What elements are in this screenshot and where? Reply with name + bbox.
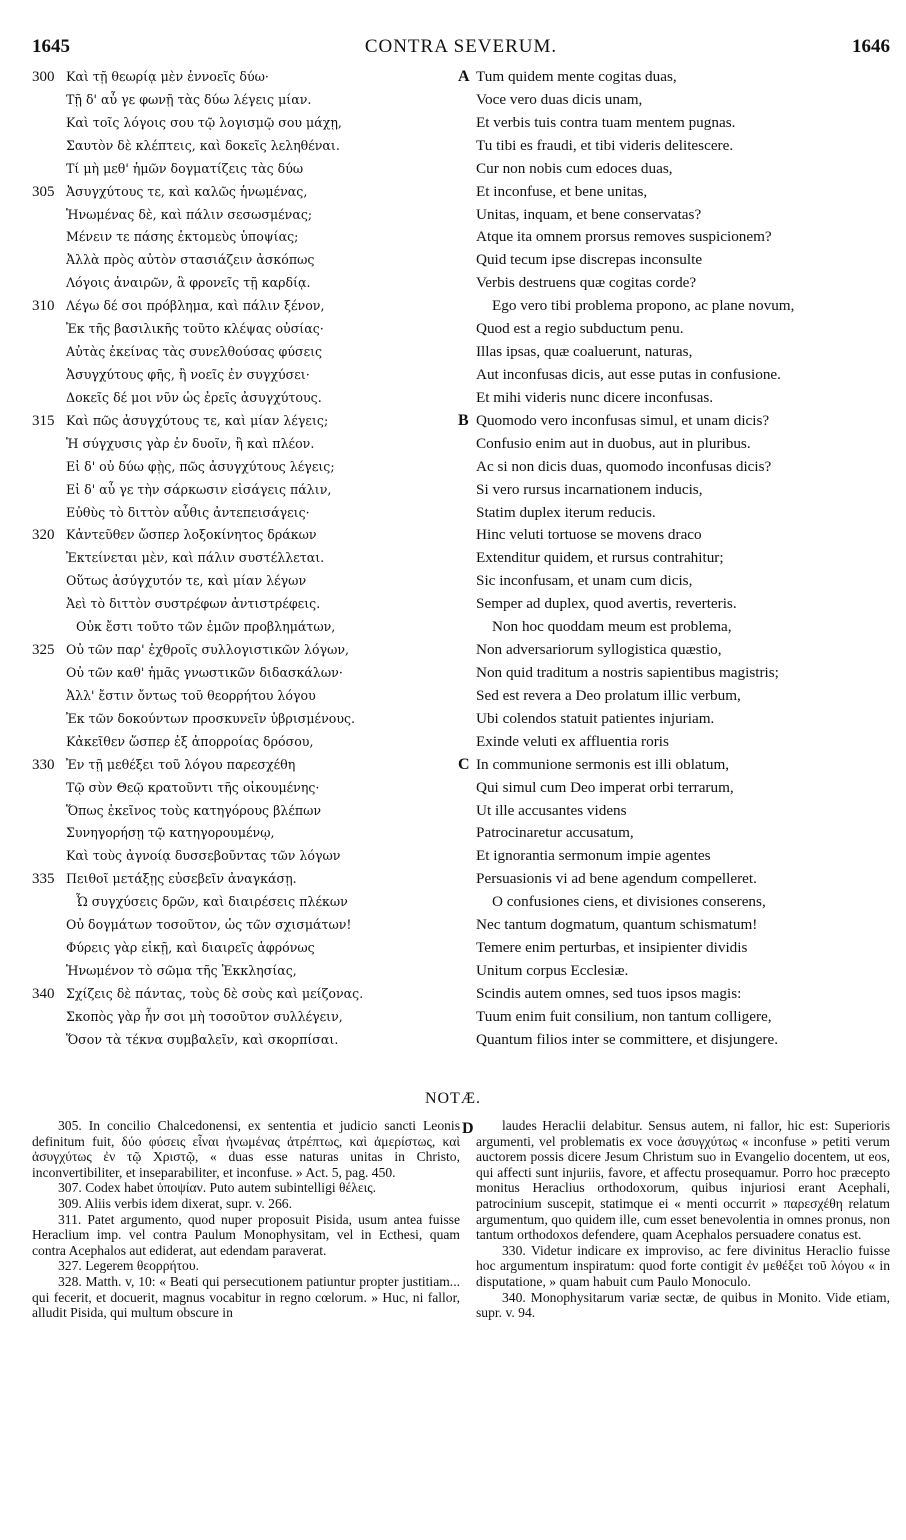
latin-verse-line: Tu tibi es fraudi, et tibi videris delitescere.	[476, 136, 734, 154]
greek-verse-line	[32, 135, 462, 158]
greek-verse-text: Δοκεῖς δέ μοι νῦν ὡς ἐρεῖς ἀσυγχύτους.	[66, 389, 322, 405]
greek-verse-text: Ἐκτείνεται μὲν, καὶ πάλιν συστέλλεται.	[66, 550, 325, 566]
latin-verse-line: Non hoc quoddam meum est problema,	[492, 618, 732, 636]
greek-verse-line	[32, 731, 462, 754]
greek-verse-line	[32, 754, 462, 777]
latin-verse-line: Non adversariorum syllogistica quæstio,	[476, 641, 722, 659]
greek-verse-text: Τῷ σὺν Θεῷ κρατοῦντι τῆς οἰκουμένης·	[66, 779, 320, 795]
greek-verse-line	[32, 1029, 462, 1052]
greek-verse-line	[32, 868, 462, 891]
note-paragraph: 328. Matth. v, 10: « Beati qui persecutionem patiuntur propter justitiam... qui fecerit, et docuerit, magnus vocabitur in regno cœlorum. » Huc, ni fallor, alludit Pisida, qui multum obscure in	[32, 1273, 460, 1321]
greek-verse-text: Σαυτὸν δὲ κλέπτεις, καὶ δοκεῖς λεληθέναι.	[66, 137, 340, 153]
greek-verse-text: Φύρεις γὰρ εἰκῇ, καὶ διαιρεῖς ἀφρόνως	[66, 940, 315, 956]
latin-verse-line: Persuasionis vi ad bene agendum compelleret.	[476, 870, 757, 888]
latin-verse-line: Voce vero duas dicis unam,	[476, 90, 643, 108]
latin-verse-line: Confusio enim aut in duobus, aut in pluribus.	[476, 434, 751, 452]
greek-verse-line	[32, 502, 462, 525]
greek-verse-line	[32, 456, 462, 479]
greek-verse-line	[32, 158, 462, 181]
note-paragraph: 311. Patet argumento, quod nuper proposuit Pisida, usum antea fuisse Heraclium imp. vel contra Paulum Monophysitam, vel in Ecthesi, quam contra Acephalos aut ediderat, aut edendam paraverat.	[32, 1211, 460, 1258]
greek-verse-text: Συνηγορήσῃ τῷ κατηγορουμένῳ,	[66, 825, 275, 841]
verse-number: 330	[32, 756, 55, 773]
greek-verse-text: Καὶ τῇ θεωρίᾳ μὲν ἐννοεῖς δύω·	[66, 69, 269, 84]
verse-number: 315	[32, 412, 55, 429]
greek-verse-text: Κἀντεῦθεν ὥσπερ λοξοκίνητος δράκων	[66, 527, 317, 543]
greek-verse-text: Εἰ δ' οὐ δύω φῂς, πῶς ἀσυγχύτους λέγεις;	[66, 458, 335, 474]
greek-verse-text: Λέγω δέ σοι πρόβλημα, καὶ πάλιν ξένον,	[66, 298, 325, 314]
left-page-number: 1645	[32, 36, 70, 57]
latin-verse-line: Quid tecum ipse discrepas inconsulte	[476, 251, 703, 269]
greek-verse-line	[32, 616, 462, 639]
greek-verse-line	[32, 1006, 462, 1029]
notes-heading: NOTÆ.	[424, 1090, 482, 1107]
note-paragraph: 309. Aliis verbis idem dixerat, supr. v. 266.	[58, 1195, 292, 1211]
greek-verse-line	[32, 662, 462, 685]
greek-verse-text: Ἀλλὰ πρὸς αὐτὸν στασιάζειν ἀσκόπως	[66, 252, 315, 268]
greek-verse-line	[32, 364, 462, 387]
latin-verse-line: Exinde veluti ex affluentia roris	[476, 732, 669, 750]
greek-verse-line	[32, 249, 462, 272]
latin-verse-line: Tum quidem mente cogitas duas,	[476, 68, 677, 85]
greek-verse-text: Ἀεὶ τὸ διττὸν συστρέφων ἀντιστρέφεις.	[66, 596, 321, 612]
latin-verse-line: Ut ille accusantes videns	[476, 801, 627, 819]
greek-verse-line	[32, 800, 462, 823]
greek-verse-line	[32, 983, 462, 1006]
running-title: CONTRA SEVERUM.	[364, 36, 558, 57]
greek-verse-text: Οὐ δογμάτων τοσοῦτον, ὡς τῶν σχισμάτων!	[66, 917, 352, 933]
note-paragraph: 307. Codex habet ὑποψίαν. Puto autem subintelligi θέλεις.	[58, 1180, 377, 1196]
greek-verse-text: Εὐθὺς τὸ διττὸν αὖθις ἀντεπεισάγεις·	[66, 504, 310, 520]
latin-verse-line: Ego vero tibi problema propono, ac plane novum,	[492, 297, 795, 315]
greek-verse-line	[32, 112, 462, 135]
running-header	[32, 36, 890, 60]
latin-verse-line: Et ignorantia sermonum impie agentes	[476, 847, 711, 865]
latin-verse-line: Extenditur quidem, et rursus contrahitur;	[476, 549, 724, 567]
latin-verse-line: Sed est revera a Deo prolatum illic verbum,	[476, 686, 741, 704]
greek-verse-line	[32, 685, 462, 708]
greek-verse-text: Πειθοῖ μετάξῃς εὐσεβεῖν ἀναγκάσῃ.	[66, 871, 297, 887]
note-paragraph: 327. Legerem θεορρήτου.	[58, 1258, 199, 1274]
verse-number: 325	[32, 642, 55, 659]
latin-verse-line: Aut inconfusas dicis, aut esse putas in confusione.	[476, 365, 781, 383]
greek-verse-text: Καὶ πῶς ἀσυγχύτους τε, καὶ μίαν λέγεις;	[66, 412, 329, 428]
greek-verse-line	[32, 341, 462, 364]
greek-verse-line	[32, 181, 462, 204]
latin-verse-line: Patrocinaretur accusatum,	[476, 824, 634, 842]
greek-verse-line	[32, 777, 462, 800]
greek-verse-line	[32, 387, 462, 410]
greek-verse-text: Καὶ τοὺς ἀγνοίᾳ δυσσεβοῦντας τῶν λόγων	[66, 848, 341, 864]
greek-verse-line	[32, 433, 462, 456]
greek-verse-text: Τῇ δ' αὖ γε φωνῇ τὰς δύω λέγεις μίαν.	[66, 91, 312, 107]
latin-verse-line: Quantum filios inter se committere, et disjungere.	[476, 1030, 778, 1048]
latin-verse-line: Et verbis tuis contra tuam mentem pugnas.	[476, 113, 736, 131]
greek-verse-line	[32, 845, 462, 868]
latin-verse-line: Quomodo vero inconfusas simul, et unam dicis?	[476, 411, 770, 429]
greek-verse-text: Αὐτὰς ἐκείνας τὰς συνελθούσας φύσεις	[66, 344, 323, 360]
greek-verse-line	[32, 822, 462, 845]
greek-verse-text: Μένειν τε πάσης ἐκτομεὺς ὑποψίας;	[66, 229, 299, 245]
greek-verse-line	[32, 524, 462, 547]
latin-verse-line: Hinc veluti tortuose se movens draco	[476, 526, 702, 544]
greek-verse-text: Σκοπὸς γὰρ ἦν σοι μὴ τοσοῦτον συλλέγειν,	[66, 1008, 343, 1024]
margin-letter-c: C	[458, 756, 470, 773]
greek-verse-line	[32, 318, 462, 341]
greek-verse-text: Τί μὴ μεθ' ἡμῶν δογματίζεις τὰς δύω	[66, 160, 304, 176]
greek-verse-line	[32, 295, 462, 318]
greek-verse-line	[32, 960, 462, 983]
greek-verse-text: Ἐν τῇ μεθέξει τοῦ λόγου παρεσχέθη	[66, 756, 296, 772]
margin-letter-d: D	[462, 1120, 474, 1137]
note-paragraph: 305. In concilio Chalcedonensi, ex sententia et judicio sancti Leonis definitum fuit, δύο φύσεις εἶναι ἡνωμένας ἀτρέπτως, καὶ ἀμερίστως, καὶ ἀσυγχύτως ἐν τῷ Χριστῷ, « duas esse naturas unitas in Christo, inconvertibiliter, et inseparabiliter, et inconfuse. » Act. 5, pag. 450.	[32, 1118, 460, 1180]
margin-letter-a: A	[458, 68, 470, 85]
latin-verse-line: Illas ipsas, quæ coaluerunt, naturas,	[476, 343, 693, 361]
latin-verse-line: Sic inconfusam, et unam cum dicis,	[476, 572, 693, 590]
greek-verse-text: Ἡνωμένον τὸ σῶμα τῆς Ἐκκλησίας,	[66, 962, 297, 978]
greek-verse-line	[32, 547, 462, 570]
greek-verse-text: Ἀσυγχύτους τε, καὶ καλῶς ἡνωμένας,	[66, 183, 308, 199]
greek-verse-line	[32, 570, 462, 593]
verse-number: 335	[32, 871, 55, 888]
greek-verse-line	[32, 272, 462, 295]
greek-verse-line	[32, 639, 462, 662]
greek-verse-text: Ἡ σύγχυσις γὰρ ἐν δυοῖν, ἢ καὶ πλέον.	[66, 435, 315, 451]
latin-verse-column	[476, 66, 896, 1052]
greek-verse-column	[32, 66, 462, 1052]
verse-number: 305	[32, 183, 55, 200]
latin-verse-line: Statim duplex iterum reducis.	[476, 503, 656, 521]
greek-verse-text: Σχίζεις δὲ πάντας, τοὺς δὲ σοὺς καὶ μείζονας.	[66, 985, 364, 1001]
latin-verse-line: Temere enim perturbas, et insipienter dividis	[476, 939, 748, 957]
greek-verse-line	[32, 914, 462, 937]
latin-verse-line: Atque ita omnem prorsus removes suspicionem?	[476, 228, 772, 246]
greek-verse-text: Οὐ τῶν καθ' ἡμᾶς γνωστικῶν διδασκάλων·	[66, 664, 343, 680]
notes-left-column	[32, 1118, 460, 1321]
latin-verse-line: Unitum corpus Ecclesiæ.	[476, 961, 629, 979]
greek-verse-text: Ἐκ τῶν δοκούντων προσκυνεῖν ὑβρισμένους.	[66, 710, 356, 726]
latin-verse-line: Ubi colendos statuit patientes injuriam.	[476, 709, 715, 727]
latin-verse-line: Qui simul cum Deo imperat orbi terrarum,	[476, 778, 734, 796]
latin-verse-line: In communione sermonis est illi oblatum,	[476, 755, 730, 773]
latin-verse-line: Cur non nobis cum edoces duas,	[476, 159, 673, 177]
greek-verse-text: Ἡνωμένας δὲ, καὶ πάλιν σεσωσμένας;	[66, 206, 313, 222]
greek-verse-text: Ὦ συγχύσεις δρῶν, καὶ διαιρέσεις πλέκων	[76, 894, 348, 910]
greek-verse-text: Ἀλλ' ἔστιν ὄντως τοῦ θεορρήτου λόγου	[66, 687, 316, 703]
greek-verse-line	[32, 226, 462, 249]
notes-right-column	[476, 1118, 890, 1321]
verse-number: 310	[32, 298, 55, 315]
greek-verse-text: Εἰ δ' αὖ γε τὴν σάρκωσιν εἰσάγεις πάλιν,	[66, 481, 332, 497]
greek-verse-text: Οὐ τῶν παρ' ἐχθροῖς συλλογιστικῶν λόγων,	[66, 642, 350, 658]
latin-verse-line: Et mihi videris nunc dicere inconfusas.	[476, 388, 714, 406]
latin-verse-line: Unitas, inquam, et bene conservatas?	[476, 205, 702, 223]
greek-verse-line	[32, 410, 462, 433]
greek-verse-text: Ἀσυγχύτους φῆς, ἢ νοεῖς ἐν συγχύσει·	[66, 366, 310, 382]
latin-verse-line: Et inconfuse, et bene unitas,	[476, 182, 648, 200]
greek-verse-text: Καὶ τοῖς λόγοις σου τῷ λογισμῷ σου μάχῃ,	[66, 114, 342, 130]
greek-verse-line	[32, 891, 462, 914]
greek-verse-line	[32, 204, 462, 227]
note-paragraph: 340. Monophysitarum variæ sectæ, de quibus in Monito. Vide etiam, supr. v. 94.	[476, 1289, 890, 1321]
latin-verse-line: Ac si non dicis duas, quomodo inconfusas dicis?	[476, 457, 772, 475]
greek-verse-text: Λόγοις ἀναιρῶν, ἃ φρονεῖς τῇ καρδίᾳ.	[66, 275, 311, 291]
greek-verse-line	[32, 708, 462, 731]
latin-verse-line: Verbis destruens quæ cogitas corde?	[476, 274, 697, 292]
margin-letter-b: B	[458, 412, 469, 429]
note-paragraph: 330. Videtur indicare ex improviso, ac fere divinitus Heraclio fuisse hoc argumentum inspiratum: quod forte contigit ἐν μεθέξει τοῦ λόγου « in disputatione, » quam habuit cum Paulo Monoculo.	[476, 1242, 890, 1289]
verse-number: 300	[32, 69, 55, 85]
greek-verse-line	[32, 89, 462, 112]
latin-verse-line: Quod est a regio subductum penu.	[476, 320, 684, 338]
latin-verse-line: Non quid traditum a nostris sapientibus magistris;	[476, 663, 779, 681]
greek-verse-text: Οὐκ ἔστι τοῦτο τῶν ἐμῶν προβλημάτων,	[76, 619, 336, 635]
latin-verse-line: Semper ad duplex, quod avertis, reverteris.	[476, 595, 737, 613]
greek-verse-line	[32, 479, 462, 502]
latin-verse-line: O confusiones ciens, et divisiones conserens,	[492, 893, 766, 911]
greek-verse-text: Ἐκ τῆς βασιλικῆς τοῦτο κλέψας οὐσίας·	[66, 321, 324, 337]
verse-number: 340	[32, 985, 55, 1002]
note-paragraph: laudes Heraclii delabitur. Sensus autem, ni fallor, hic est: Superioris argumenti, vel problematis ex voce ἀσυγχύτως « inconfuse » petiti verum auctorem possis dicere Jesum Christum suo in Evangelio docentem, ut eos, qui affecti sunt injuriis, favore, et affectu prosequamur. Porro hoc præcepto monitus Heraclius orthodoxorum, quibus injuriosi erant Acephali, patrocinium suscepit, statimque ei « menti occurrit » παρεσχέθη relatum argumentum, quo quidem ille, cum esset benevolentia in omnes pronus, non tantum orthodoxos defendere, quam Acephalos persuadere conatus est.	[476, 1118, 890, 1243]
latin-verse-line: Nec tantum dogmatum, quantum schismatum!	[476, 916, 758, 934]
latin-verse-line: Si vero rursus incarnationem inducis,	[476, 480, 703, 498]
verse-number: 320	[32, 527, 55, 544]
latin-verse-line: Tuum enim fuit consilium, non tantum colligere,	[476, 1007, 772, 1025]
latin-verse-line: Scindis autem omnes, sed tuos ipsos magis:	[476, 984, 742, 1002]
greek-verse-text: Ὅσον τὰ τέκνα συμβαλεῖν, καὶ σκορπίσαι.	[66, 1031, 339, 1047]
greek-verse-line	[32, 66, 462, 89]
greek-verse-line	[32, 593, 462, 616]
greek-verse-text: Οὕτως ἀσύγχυτόν τε, καὶ μίαν λέγων	[66, 573, 307, 589]
greek-verse-line	[32, 937, 462, 960]
greek-verse-text: Ὅπως ἐκεῖνος τοὺς κατηγόρους βλέπων	[66, 802, 322, 818]
right-page-number: 1646	[852, 36, 890, 57]
greek-verse-text: Κἀκεῖθεν ὥσπερ ἐξ ἀπορροίας δρόσου,	[66, 733, 314, 749]
